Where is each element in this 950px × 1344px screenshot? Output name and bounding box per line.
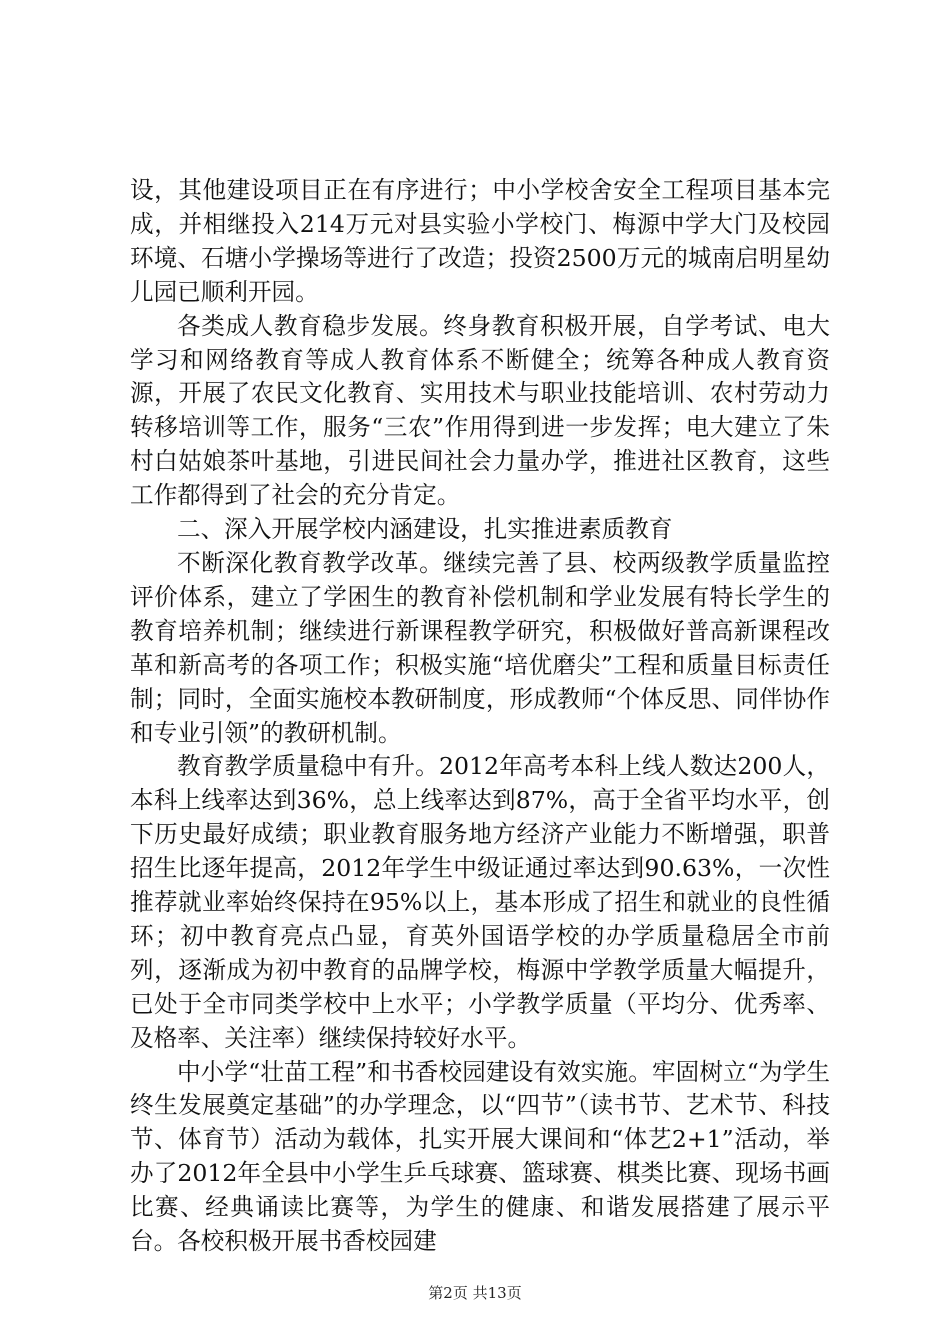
section-heading: 二、深入开展学校内涵建设，扎实推进素质教育 — [177, 515, 673, 544]
paragraph-teaching-reform: 不断深化教育教学改革。继续完善了县、校两级教学质量监控评价体系，建立了学困生的教育补偿机制和学业发展有特长学生的教育培养机制；继续进行新课程教学研究，积极做好普高新课程改革和新高考的各项工作；积极实施“培优磨尖”工程和质量目标责任制；同时，全面实施校本教研制度，形成教师“个体反思、同伴协作和专业引领”的教研机制。 — [130, 548, 830, 747]
paragraph-campus-building: 中小学“壮苗工程”和书香校园建设有效实施。牢固树立“为学生终生发展奠定基础”的办学理念，以“四节”（读书节、艺术节、科技节、体育节）活动为载体，扎实开展大课间和“体艺2+1”活动，举办了2012年全县中小学生乒乓球赛、篮球赛、棋类比赛、现场书画比赛、经典诵读比赛等，为学生的健康、和谐发展搭建了展示平台。各校积极开展书香校园建 — [130, 1057, 830, 1256]
document-body — [130, 174, 830, 1259]
page-number: 第2页 共13页 — [428, 1284, 522, 1302]
page-footer — [0, 1283, 950, 1303]
paragraph-teaching-quality: 教育教学质量稳中有升。2012年高考本科上线人数达200人，本科上线率达到36%，总上线率达到87%，高于全省平均水平，创下历史最好成绩；职业教育服务地方经济产业能力不断增强，职普招生比逐年提高，2012年学生中级证通过率达到90.63%，一次性推荐就业率始终保持在95%以上，基本形成了招生和就业的良性循环；初中教育亮点凸显，育英外国语学校的办学质量稳居全市前列，逐渐成为初中教育的品牌学校，梅源中学教学质量大幅提升，已处于全市同类学校中上水平；小学教学质量（平均分、优秀率、及格率、关注率）继续保持较好水平。 — [130, 752, 830, 1052]
paragraph-adult-education: 各类成人教育稳步发展。终身教育积极开展，自学考试、电大学习和网络教育等成人教育体系不断健全；统筹各种成人教育资源，开展了农民文化教育、实用技术与职业技能培训、农村劳动力转移培训等工作，服务“三农”作用得到进一步发挥；电大建立了朱村白姑娘茶叶基地，引进民间社会力量办学，推进社区教育，这些工作都得到了社会的充分肯定。 — [130, 311, 830, 510]
paragraph-continuation: 设，其他建设项目正在有序进行；中小学校舍安全工程项目基本完成，并相继投入214万元对县实验小学校门、梅源中学大门及校园环境、石塘小学操场等进行了改造；投资2500万元的城南启明星幼儿园已顺利开园。 — [130, 176, 830, 306]
